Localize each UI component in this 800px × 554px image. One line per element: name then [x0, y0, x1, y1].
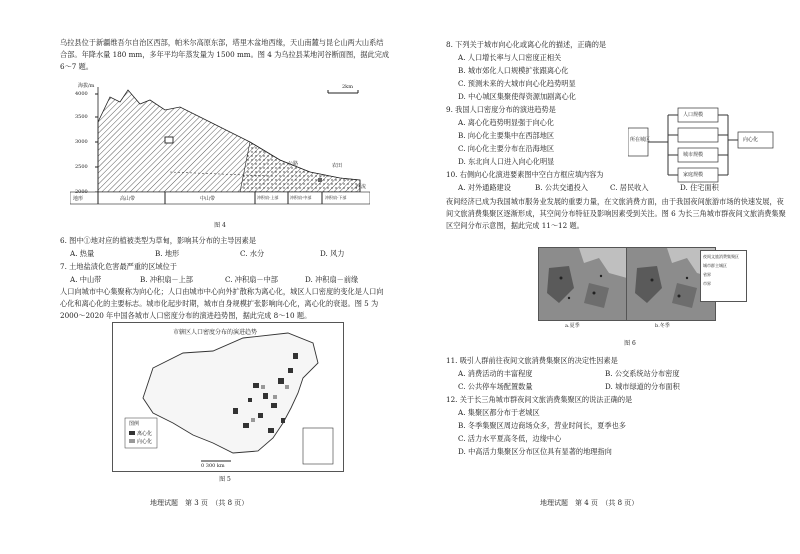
q6-option-b[interactable]: B. 地形: [155, 249, 180, 258]
question-8-stem: 8. 下列关于城市向心化或离心化的描述，正确的是: [446, 40, 607, 49]
cell-fan-lower: 冲积扇-下部: [325, 195, 347, 200]
cell-mid-mountain: 中山带: [200, 196, 216, 202]
y-axis-unit: 海拔/m: [78, 83, 95, 89]
q7-option-b[interactable]: B. 冲积扇－上部: [140, 275, 193, 284]
y-tick-2500: 2500: [75, 164, 88, 170]
figure-6-summer-map: [538, 247, 628, 321]
left-page-footer: 地理试题 第 3 页 （共 8 页）: [150, 499, 249, 507]
q12-option-c[interactable]: C. 活力水平夏高冬低，边缘中心: [458, 434, 562, 443]
y-tick-4000: 4000: [75, 91, 88, 97]
label-farmland: 农田: [332, 163, 343, 169]
legend-urban: 城市群主城区: [703, 263, 727, 268]
q10-option-b[interactable]: B. 公共交通投入: [535, 183, 588, 192]
figure-6-caption: 图 6: [624, 340, 636, 347]
diagram-box-city-scale: 城市规模: [683, 152, 704, 158]
cell-high-mountain: 高山带: [120, 196, 136, 202]
right-page-footer: 地理试题 第 4 页 （共 8 页）: [540, 499, 639, 507]
figure-5-map: [112, 322, 344, 472]
cell-terrain: 地形: [73, 196, 84, 202]
q9-option-c[interactable]: C. 向心化主要分布在沿海地区: [458, 144, 555, 153]
q12-option-a[interactable]: A. 集聚区都分布于老城区: [458, 408, 540, 417]
question-10-stem: 10. 右侧向心化演进要素图中空白方框应填内容为: [446, 170, 604, 179]
q8-option-c[interactable]: C. 预测未来的大城市向心化趋势明显: [458, 79, 576, 88]
legend-provincial-border: 省界: [703, 272, 711, 277]
legend-hotspot: 夜间文旅消费集聚区: [703, 254, 739, 259]
caption-winter: b.冬季: [655, 323, 670, 329]
question-9-stem: 9. 我国人口密度分布的演进趋势是: [446, 105, 556, 114]
china-outline: [113, 323, 343, 471]
figure-5-title: 市辖区人口密度分布的演进趋势: [173, 329, 258, 336]
intro-11-12: 夜间经济已成为我国城市服务业发展的重要力量，在文旅消费方面，由于我国夜间旅游市场的快速发展，夜间文旅消费集聚区逐渐形成，其空间分布特征及影响因素受到关注。图 6 为长三角城市群夜间文旅消费集聚区空间分布示意图，据此完成 11～12 题。: [446, 197, 786, 230]
figure-5-caption: 图 5: [219, 476, 231, 483]
q9-option-b[interactable]: B. 向心化主要集中在西部地区: [458, 131, 555, 140]
q12-option-d[interactable]: D. 中高活力集聚区分布区位具有显著的地理指向: [458, 447, 612, 456]
scale-label: 2km: [342, 84, 353, 90]
q9-option-d[interactable]: D. 东北向人口进入向心化明显: [458, 157, 555, 166]
question-6-stem: 6. 图中①地对应的植被类型为草甸，影响其分布的主导因素是: [60, 236, 257, 245]
q10-option-c[interactable]: C. 居民收入: [610, 183, 649, 192]
legend-item-centrifugal: 离心化: [137, 431, 153, 437]
y-tick-3000: 3000: [75, 139, 88, 145]
q11-option-a[interactable]: A. 消费活动的丰富程度: [458, 369, 533, 378]
diagram-box-city-area: 所在城区: [630, 137, 651, 143]
map-scale: 0 300 km: [201, 463, 225, 469]
q10-option-a[interactable]: A. 对外通路建设: [458, 183, 511, 192]
cell-fan-upper: 冲积扇-上部: [257, 195, 279, 200]
y-tick-3500: 3500: [75, 114, 88, 120]
intro-8-10: 人口向城市中心集聚称为向心化；人口由城市中心向外扩散称为离心化，城区人口密度的变化是人口向心化和离心化的主要标志。城市化起步时期，城市自身规模扩张影响向心化，离心化的衰退。图 5 为 2000～2020 年中国各城市人口密度分布的演进趋势图，据此完成 8～10 题。: [60, 287, 384, 320]
question-11-stem: 11. 吸引人群前往夜间文旅消费集聚区的决定性因素是: [446, 356, 618, 365]
legend-city-border: 市界: [703, 281, 711, 286]
label-river: 河流: [356, 184, 367, 190]
label-road: 公路: [288, 161, 299, 167]
diagram-box-centripetal: 向心化: [743, 137, 759, 143]
q10-option-d[interactable]: D. 住宅面积: [680, 183, 719, 192]
q6-option-d[interactable]: D. 风力: [320, 249, 345, 258]
q6-option-a[interactable]: A. 热量: [70, 249, 95, 258]
q11-option-b[interactable]: B. 公交系统站分布密度: [605, 369, 680, 378]
caption-summer: a.夏季: [565, 323, 580, 329]
q9-option-a[interactable]: A. 离心化趋势明显强于向心化: [458, 118, 555, 127]
question-7-stem: 7. 土地盐渍化危害最严重的区域位于: [60, 262, 177, 271]
q7-option-d[interactable]: D. 冲积扇－前缘: [305, 275, 359, 284]
urbanization-diagram: [628, 106, 778, 186]
diagram-box-population: 人口规模: [683, 112, 704, 118]
cell-fan-middle: 冲积扇-中部: [290, 195, 312, 200]
y-tick-2000: 2000: [75, 189, 88, 195]
q12-option-b[interactable]: B. 冬季集聚区周边商场众多，营业时间长，夏季也多: [458, 421, 626, 430]
legend-item-centripetal: 向心化: [137, 439, 153, 445]
q6-option-c[interactable]: C. 水分: [240, 249, 265, 258]
q11-option-c[interactable]: C. 公共停车场配置数量: [458, 382, 533, 391]
right-page: [400, 0, 800, 554]
diagram-box-household: 家庭规模: [683, 172, 704, 178]
figure-6-legend: [700, 250, 747, 302]
q8-option-d[interactable]: D. 中心城区集聚使得资源加剧离心化: [458, 92, 576, 101]
figure-4-caption: 图 4: [214, 222, 226, 229]
question-12-stem: 12. 关于长三角城市群夜间文旅消费集聚区的说法正确的是: [446, 395, 633, 404]
q11-option-d[interactable]: D. 城市绿道的分布面积: [605, 382, 680, 391]
q8-option-a[interactable]: A. 人口增长率与人口密度正相关: [458, 53, 562, 62]
q8-option-b[interactable]: B. 城市郊化人口规模扩张跟离心化: [458, 66, 569, 75]
intro-6-7: 乌拉县位于新疆维吾尔自治区西部，帕米尔高原东部，塔里木盆地西缘，天山南麓与昆仑山两大山系结合部。年降水量 180 mm，多年平均年蒸发量为 1500 mm。图 4 为乌拉县某地河谷断面图，据此完成 6～7 题。: [60, 38, 390, 71]
q7-option-a[interactable]: A. 中山带: [70, 275, 102, 284]
figure-4: [70, 82, 370, 217]
q7-option-c[interactable]: C. 冲积扇－中部: [225, 275, 278, 284]
legend-title: 图例: [129, 421, 140, 427]
